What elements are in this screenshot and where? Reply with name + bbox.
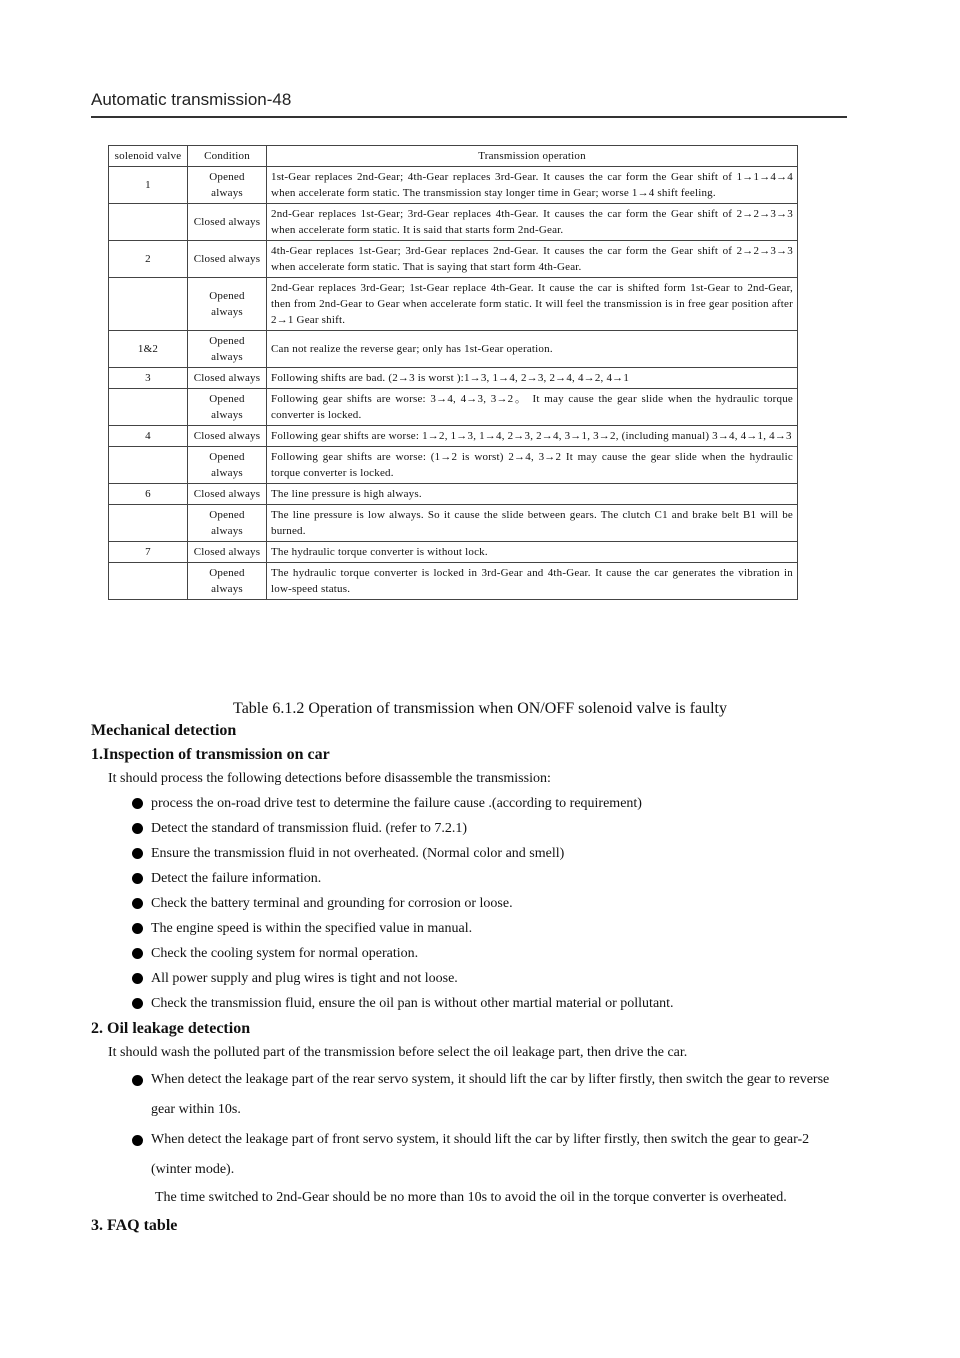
section-title-faq: 3. FAQ table <box>91 1217 178 1234</box>
cell-operation: 4th-Gear replaces 1st-Gear; 3rd-Gear replaces 2nd-Gear. It causes the car form the Gear shift of 2→2→3→3 when accelerate form static. That is saying that start form 4th-Gear. <box>267 241 798 278</box>
oil-leakage-bullet-list <box>91 1065 851 1185</box>
list-item <box>91 1065 851 1125</box>
cell-condition: Closed always <box>188 542 267 563</box>
cell-valve <box>109 505 188 542</box>
inspection-bullet-list <box>91 791 851 1016</box>
cell-condition: Opened always <box>188 278 267 331</box>
cell-condition: Closed always <box>188 204 267 241</box>
list-item-text: Check the transmission fluid, ensure the oil pan is without other martial material or pollutant. <box>151 996 674 1011</box>
cell-operation: Can not realize the reverse gear; only has 1st-Gear operation. <box>267 331 798 368</box>
list-item-text: Detect the failure information. <box>151 871 322 886</box>
cell-operation: Following shifts are bad. (2→3 is worst ):1→3, 1→4, 2→3, 2→4, 4→2, 4→1 <box>267 368 798 389</box>
header-rule <box>91 116 847 118</box>
cell-operation: 1st-Gear replaces 2nd-Gear; 4th-Gear replaces 3rd-Gear. It causes the car form the Gear shift of 1→1→4→4 when accelerate form static. The transmission stay longer time in Gear; worse 1→4 shift feeling. <box>267 167 798 204</box>
cell-operation: Following gear shifts are worse: 3→4, 4→3, 3→2。 It may cause the gear slide when the hydraulic torque converter is locked. <box>267 389 798 426</box>
cell-valve: 6 <box>109 484 188 505</box>
bullet-icon <box>132 1075 143 1086</box>
cell-condition: Opened always <box>188 331 267 368</box>
table-row <box>109 542 798 563</box>
page-header: Automatic transmission-48 <box>91 90 292 109</box>
list-item-text: All power supply and plug wires is tight and not loose. <box>151 971 458 986</box>
table-caption: Table 6.1.2 Operation of transmission when ON/OFF solenoid valve is faulty <box>233 700 727 717</box>
cell-valve: 7 <box>109 542 188 563</box>
bullet-icon <box>132 1135 143 1146</box>
cell-valve <box>109 278 188 331</box>
cell-operation: 2nd-Gear replaces 3rd-Gear; 1st-Gear replace 4th-Gear. It cause the car is shifted form 1st-Gear to 2nd-Gear, then from 2nd-Gear to Gear when accelerate form static. It will feel the transmission is in free gear position after 2→1 Gear shift. <box>267 278 798 331</box>
list-item <box>91 991 851 1016</box>
cell-condition: Closed always <box>188 426 267 447</box>
list-item <box>91 891 851 916</box>
cell-valve <box>109 563 188 600</box>
cell-valve: 3 <box>109 368 188 389</box>
cell-condition: Opened always <box>188 505 267 542</box>
table-row <box>109 484 798 505</box>
cell-operation: Following gear shifts are worse: 1→2, 1→3, 1→4, 2→3, 2→4, 3→1, 3→2, (including manual) 3→4, 4→1, 4→3 <box>267 426 798 447</box>
cell-operation: 2nd-Gear replaces 1st-Gear; 3rd-Gear replaces 4th-Gear. It causes the car form the Gear shift of 2→2→3→3 when accelerate form static. It is said that starts form 2nd-Gear. <box>267 204 798 241</box>
table-row <box>109 426 798 447</box>
cell-condition: Opened always <box>188 563 267 600</box>
solenoid-operation-table <box>108 145 798 600</box>
list-item <box>91 1125 851 1185</box>
bullet-icon <box>132 923 143 934</box>
cell-operation: The hydraulic torque converter is locked in 3rd-Gear and 4th-Gear. It cause the car generates the vibration in low-speed status. <box>267 563 798 600</box>
list-item-text: Check the cooling system for normal operation. <box>151 946 419 961</box>
list-item <box>91 966 851 991</box>
table-row <box>109 167 798 204</box>
list-item-text: Check the battery terminal and grounding for corrosion or loose. <box>151 896 513 911</box>
bullet-icon <box>132 898 143 909</box>
col-header-operation: Transmission operation <box>267 146 798 167</box>
bullet-icon <box>132 848 143 859</box>
list-item <box>91 866 851 891</box>
table-row <box>109 368 798 389</box>
oil-leakage-intro: It should wash the polluted part of the transmission before select the oil leakage part, then drive the car. <box>108 1045 688 1060</box>
bullet-icon <box>132 998 143 1009</box>
cell-valve <box>109 389 188 426</box>
cell-valve <box>109 447 188 484</box>
cell-operation: The line pressure is high always. <box>267 484 798 505</box>
oil-leakage-note: The time switched to 2nd-Gear should be no more than 10s to avoid the oil in the torque converter is overheated. <box>155 1190 787 1205</box>
table-row <box>109 447 798 484</box>
list-item-text: Detect the standard of transmission fluid. (refer to 7.2.1) <box>151 821 468 836</box>
cell-valve: 1 <box>109 167 188 204</box>
cell-condition: Opened always <box>188 167 267 204</box>
bullet-icon <box>132 873 143 884</box>
table-header-row <box>109 146 798 167</box>
inspection-intro: It should process the following detections before disassemble the transmission: <box>108 771 551 786</box>
list-item <box>91 791 851 816</box>
cell-operation: Following gear shifts are worse: (1→2 is worst) 2→4, 3→2 It may cause the gear slide when the hydraulic torque converter is locked. <box>267 447 798 484</box>
list-item-text: When detect the leakage part of the rear servo system, it should lift the car by lifter firstly, then switch the gear to reverse gear within 10s. <box>151 1072 830 1117</box>
table-row <box>109 278 798 331</box>
cell-condition: Opened always <box>188 389 267 426</box>
list-item <box>91 816 851 841</box>
section-title-oil-leakage: 2. Oil leakage detection <box>91 1020 251 1037</box>
table-row <box>109 204 798 241</box>
list-item <box>91 916 851 941</box>
col-header-condition: Condition <box>188 146 267 167</box>
bullet-icon <box>132 948 143 959</box>
list-item-text: process the on-road drive test to determine the failure cause .(according to requirement) <box>151 796 642 811</box>
cell-valve: 2 <box>109 241 188 278</box>
list-item-text: When detect the leakage part of front servo system, it should lift the car by lifter firstly, then switch the gear to gear-2 (winter mode). <box>151 1132 810 1177</box>
subsection-title-inspection: 1.Inspection of transmission on car <box>91 746 330 763</box>
section-title-mechanical: Mechanical detection <box>91 722 237 739</box>
table-row <box>109 331 798 368</box>
table-row <box>109 389 798 426</box>
cell-condition: Closed always <box>188 368 267 389</box>
col-header-valve: solenoid valve <box>109 146 188 167</box>
cell-condition: Closed always <box>188 484 267 505</box>
bullet-icon <box>132 798 143 809</box>
table-row <box>109 241 798 278</box>
cell-condition: Closed always <box>188 241 267 278</box>
list-item-text: The engine speed is within the specified value in manual. <box>151 921 473 936</box>
cell-valve: 1&2 <box>109 331 188 368</box>
list-item <box>91 841 851 866</box>
bullet-icon <box>132 973 143 984</box>
cell-valve <box>109 204 188 241</box>
cell-condition: Opened always <box>188 447 267 484</box>
cell-operation: The hydraulic torque converter is without lock. <box>267 542 798 563</box>
bullet-icon <box>132 823 143 834</box>
list-item-text: Ensure the transmission fluid in not overheated. (Normal color and smell) <box>151 846 565 861</box>
table-body <box>109 167 798 600</box>
page-content <box>91 720 851 1237</box>
cell-valve: 4 <box>109 426 188 447</box>
table-row <box>109 505 798 542</box>
cell-operation: The line pressure is low always. So it cause the slide between gears. The clutch C1 and brake belt B1 will be burned. <box>267 505 798 542</box>
table-row <box>109 563 798 600</box>
list-item <box>91 941 851 966</box>
